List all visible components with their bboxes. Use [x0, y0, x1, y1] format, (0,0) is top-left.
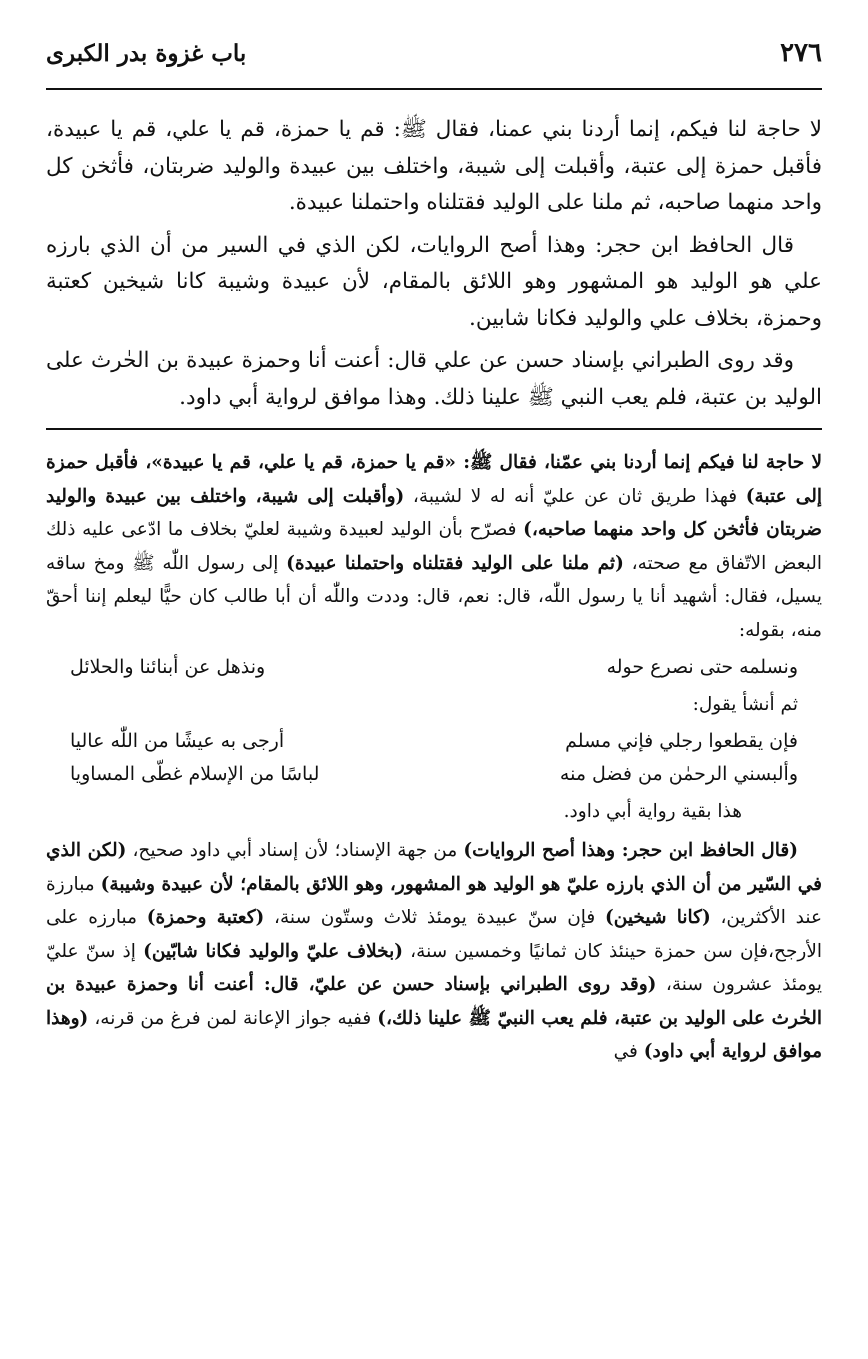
commentary-text: فإن سنّ عبيدة يومئذ ثلاث وستّون سنة، — [264, 907, 605, 928]
quoted-matn-text: (وأقبلت إلى شيبة، واختلف بين عبيدة والوليد ضربتان فأثخن كل واحد منهما صاحبه،) — [46, 485, 822, 540]
main-paragraph-1: لا حاجة لنا فيكم، إنما أردنا بني عمنا، فقال ﷺ: قم يا حمزة، قم يا علي، قم يا عبيدة، فأقبل حمزة إلى عتبة، وأقبلت إلى شيبة، واختلف بين عبيدة والوليد ضربتان، فأثخن كل واحد منهما صاحبه، ثم ملنا على الوليد فقتلناه واحتملنا عبيدة. — [46, 117, 822, 215]
verse-second-hemistich: لباسًا من الإسلام غطّى المساويا — [70, 763, 320, 785]
commentary-text: مبارزة عند الأكثرين، — [46, 873, 822, 928]
main-text — [46, 112, 822, 416]
quoted-matn-text: (وقد روى الطبراني بإسناد حسن عن عليّ، قال: أعنت أنا وحمزة عبيدة بن الحٰرث على الوليد بن عتبة، فلم يعب النبيّ ﷺ علينا ذلك،) — [46, 974, 822, 1029]
quoted-matn-text: (قال الحافظ ابن حجر: وهذا أصح الروايات) — [463, 840, 798, 861]
commentary-text: إذ سنّ عليّ يومئذ عشرون سنة، — [46, 940, 822, 995]
commentary-text: ففيه جواز الإعانة لمن فرغ من قرنه، — [88, 1007, 378, 1029]
verse-first-hemistich: وألبسني الرحمٰن من فضل منه — [559, 763, 798, 785]
quoted-matn-text: (لكن الذي في السّير من أن الذي بارزه عليّ هو الوليد هو المشهور، وهو اللائق بالمقام؛ لأن عبيدة وشيبة) — [46, 840, 822, 895]
poem-verse — [70, 758, 798, 791]
verse-second-hemistich: ونذهل عن أبنائنا والحلائل — [70, 656, 266, 678]
verse-second-hemistich: أرجى به عيشًا من اللّٰه عاليا — [70, 730, 285, 752]
main-paragraph-3: وقد روى الطبراني بإسناد حسن عن علي قال: أعنت أنا وحمزة عبيدة بن الحٰرث على الوليد بن عتبة، فلم يعب النبي ﷺ علينا ذلك. وهذا موافق لرواية أبي داود. — [46, 348, 822, 410]
quoted-matn-text: (كعتبة وحمزة) — [146, 907, 265, 928]
page-header — [46, 38, 822, 90]
quoted-matn-text: (بخلاف عليّ والوليد فكانا شابّين) — [143, 940, 404, 962]
chapter-title: باب غزوة بدر الكبرى — [46, 40, 247, 67]
verse-first-hemistich: فإن يقطعوا رجلي فإني مسلم — [565, 730, 798, 752]
poem-block-2 — [70, 725, 798, 791]
main-paragraph-2: قال الحافظ ابن حجر: وهذا أصح الروايات، لكن الذي في السير من أن الذي بارزه علي هو الوليد هو المشهور وهو اللائق بالمقام، لأن عبيدة وشيبة كانا شيخين كعتبة وحمزة، بخلاف علي والوليد فكانا شابين. — [46, 232, 822, 331]
quoted-matn-text: (ثم ملنا على الوليد فقتلناه واحتملنا عبيدة) — [286, 552, 624, 574]
quoted-matn-text: (وهذا موافق لرواية أبي داود) — [46, 1007, 822, 1062]
commentary-text: فصرّح بأن الوليد لعبيدة وشيبة لعليّ بخلاف ما ادّعى عليه ذلك البعض الاتّفاق مع صحته، — [46, 519, 822, 574]
commentary-text: من جهة الإسناد؛ لأن إسناد أبي داود صحيح، — [126, 840, 464, 861]
commentary-text: مبارزه على الأرجح،فإن سن حمزة حينئذ كان ثمانيًا وخمسين سنة، — [46, 907, 823, 962]
commentary-text: فهذا طريق ثان عن عليّ أنه له لا لشيبة، — [404, 485, 746, 507]
verse-first-hemistich: ونسلمه حتى نصرع حوله — [606, 656, 798, 678]
commentary-paragraph-2 — [46, 834, 822, 1069]
commentary-text: إلى رسول اللّٰه ﷺ ومخ ساقه يسيل، فقال: أشهيد أنا يا رسول اللّٰه، قال: نعم، قال: وددت واللّٰه أن أبا طالب كان حيًّا ليعلم إننا أحقّ منه، بقوله: — [46, 552, 822, 641]
page-number: ٢٧٦ — [780, 38, 822, 68]
poem-outro: هذا بقية رواية أبي داود. — [563, 801, 742, 822]
section-divider — [46, 428, 822, 430]
commentary — [46, 446, 822, 1069]
poem-intro: ثم أنشأ يقول: — [692, 694, 798, 715]
commentary-text: في — [613, 1041, 644, 1062]
commentary-paragraph-1 — [46, 446, 822, 647]
poem-verse — [70, 725, 798, 758]
quoted-matn-text: (كانا شيخين) — [605, 907, 711, 928]
poem-verse — [70, 651, 798, 684]
quoted-matn-text: لا حاجة لنا فيكم إنما أردنا بني عمّنا، فقال ﷺ: «قم يا حمزة، قم يا علي، قم يا عبيدة»، فأقبل حمزة إلى عتبة) — [46, 452, 822, 507]
poem-block-1 — [70, 651, 798, 684]
